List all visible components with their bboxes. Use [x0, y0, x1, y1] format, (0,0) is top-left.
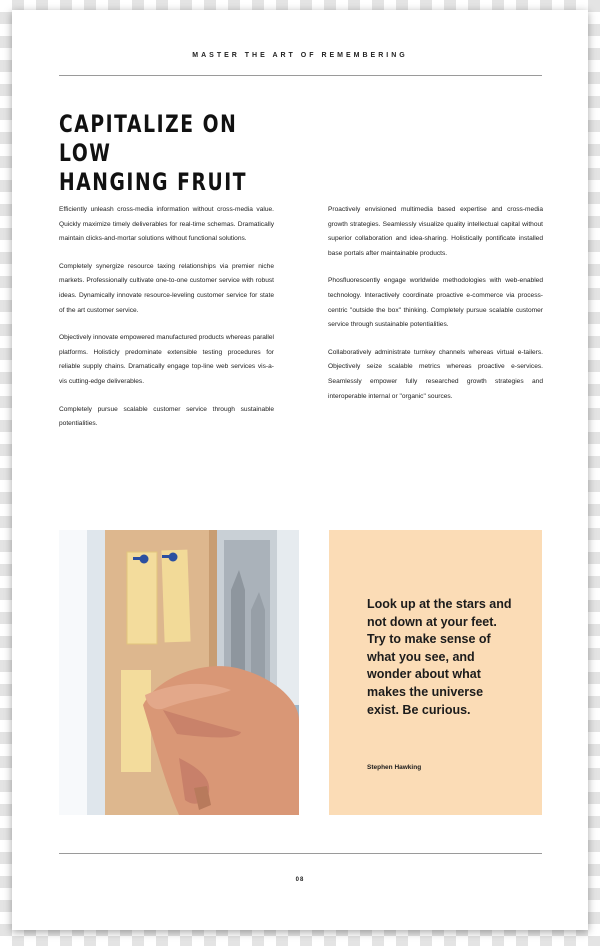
photo-illustration	[59, 530, 299, 815]
document-page	[12, 10, 588, 930]
quote-box	[329, 530, 542, 815]
page-number: 08	[295, 877, 305, 883]
body-paragraph: Objectively innovate empowered manufactured products whereas parallel platforms. Holisticly predominate extensible testing procedures for reliable supply chains. Dramatically engage top-line web services vis-a-vis cutting-edge deliverables.	[59, 334, 274, 385]
page-title	[59, 110, 262, 197]
body-paragraph: Completely synergize resource taxing relationships via premier niche markets. Professionally cultivate one-to-one customer service with robust ideas. Dynamically innovate resource-leveling customer service for state of the art customer service.	[59, 262, 274, 314]
sticky-notes-photo	[59, 530, 299, 815]
body-paragraph: Efficiently unleash cross-media information without cross-media value. Quickly maximize timely deliverables for real-time schemas. Dramatically maintain clicks-and-mortar solutions without functional solutions.	[59, 206, 274, 243]
header-divider	[59, 75, 542, 76]
title-line-2: HANGING FRUIT	[59, 168, 248, 196]
quote-text: Look up at the stars and not down at your feet. Try to make sense of what you see, and wonder about what makes the universe exist. Be curious.	[367, 597, 512, 717]
right-text-column	[328, 203, 543, 417]
footer-divider	[59, 853, 542, 854]
quote-author: Stephen Hawking	[367, 764, 422, 771]
left-text-column	[59, 203, 274, 445]
body-paragraph: Phosfluorescently engage worldwide methodologies with web-enabled technology. Interactively coordinate proactive e-commerce via process-centric "outside the box" thinking. Completely pursue scalable customer service through sustainable potentialities.	[328, 277, 543, 329]
body-paragraph: Proactively envisioned multimedia based expertise and cross-media growth strategies. Seamlessly visualize quality intellectual capital without superior collaboration and idea-sharing. Holistically pontificate installed base portals after maintainable products.	[328, 206, 543, 257]
running-header: MASTER THE ART OF REMEMBERING	[192, 52, 408, 59]
title-line-1: CAPITALIZE ON LOW	[59, 110, 238, 167]
body-paragraph: Collaboratively administrate turnkey channels whereas virtual e-tailers. Objectively seize scalable metrics whereas proactive e-services. Seamlessly empower fully researched growth strategies and interoperable internal or "organic" sources.	[328, 348, 543, 400]
body-paragraph: Completely pursue scalable customer service through sustainable potentialities.	[59, 405, 274, 428]
